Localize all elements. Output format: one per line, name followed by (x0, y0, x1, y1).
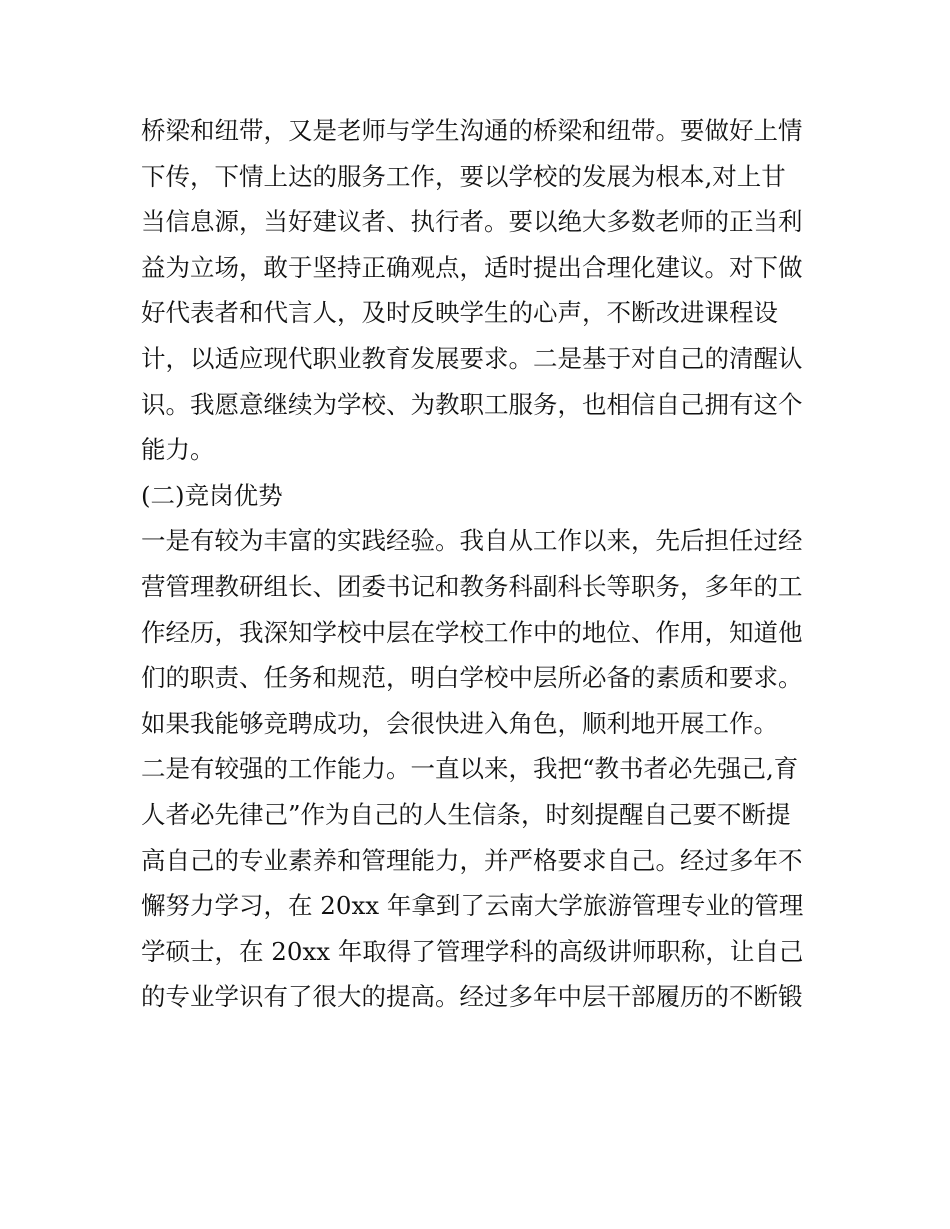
text-line: 如果我能够竞聘成功，会很快进入角色，顺利地开展工作。 (141, 708, 778, 738)
text-line: 懈努力学习，在 20xx 年拿到了云南大学旅游管理专业的管理 (141, 891, 804, 921)
text-line: 作经历，我深知学校中层在学校工作中的地位、作用，知道他 (141, 617, 803, 647)
text-line: 的专业学识有了很大的提高。经过多年中层干部履历的不断锻 (141, 982, 803, 1012)
text-line: 当信息源，当好建议者、执行者。要以绝大多数老师的正当利 (141, 207, 803, 237)
body-text (141, 108, 813, 1020)
text-line: 们的职责、任务和规范，明白学校中层所必备的素质和要求。 (141, 663, 803, 693)
text-line: 下传，下情上达的服务工作，要以学校的发展为根本,对上甘 (141, 161, 786, 191)
text-line: 识。我愿意继续为学校、为教职工服务，也相信自己拥有这个 (141, 389, 803, 419)
text-line: 计，以适应现代职业教育发展要求。二是基于对自己的清醒认 (141, 343, 803, 373)
text-line: 桥梁和纽带，又是老师与学生沟通的桥梁和纽带。要做好上情 (141, 116, 803, 145)
text-line: 益为立场，敢于坚持正确观点，适时提出合理化建议。对下做 (141, 252, 803, 282)
text-line: 好代表者和代言人，及时反映学生的心声，不断改进课程设 (141, 298, 778, 328)
text-line: 能力。 (141, 435, 215, 465)
text-line: 人者必先律己”作为自己的人生信条，时刻提醒自己要不断提 (141, 799, 791, 829)
text-line: 二是有较强的工作能力。一直以来，我把“教书者必先强己,育 (141, 754, 799, 784)
text-line: 营管理教研组长、团委书记和教务科副科长等职务，多年的工 (141, 571, 803, 601)
text-line: 高自己的专业素养和管理能力，并严格要求自己。经过多年不 (141, 845, 803, 875)
text-line: 一是有较为丰富的实践经验。我自从工作以来，先后担任过经 (141, 526, 803, 556)
section-heading: (二)竞岗优势 (141, 480, 283, 510)
text-line: 学硕士，在 20xx 年取得了管理学科的高级讲师职称，让自己 (141, 936, 804, 966)
